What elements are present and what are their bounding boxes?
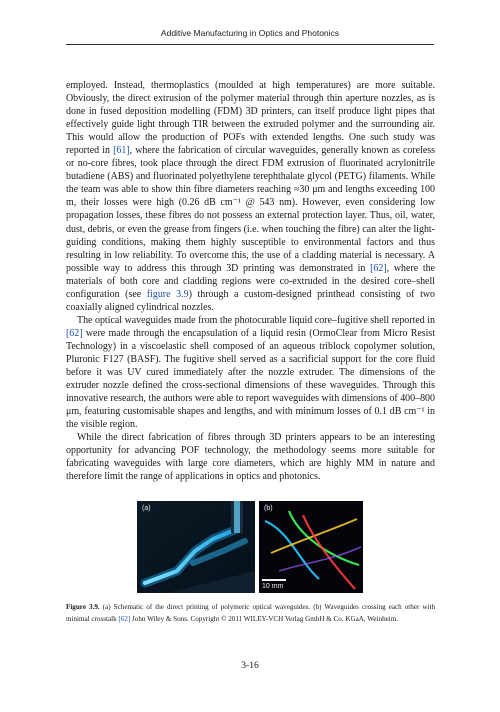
citation-link-61[interactable]: [61]: [113, 145, 130, 157]
paragraph-3: [66, 431, 435, 483]
scale-bar: [262, 579, 286, 581]
page-number: 3-16: [241, 660, 259, 671]
figure-link-3-9[interactable]: figure 3.9: [146, 288, 189, 300]
citation-link-62-second[interactable]: [62]: [66, 327, 83, 339]
paragraph-1-text-4: ) through a custom-designed printhead consisting of two coaxially aligned cylindrical nozzles.: [66, 288, 435, 313]
panel-a-label: (a): [142, 505, 151, 512]
figure-panel-b-image: [259, 501, 363, 593]
paragraph-1: [66, 79, 435, 314]
paragraph-1-text-1: employed. Instead, thermoplastics (moulded at high temperatures) are more suitable. Obviously, the direct extrusion of the polymer material through thin aperture nozzles, as is done in fused deposition modelling (FDM) 3D printers, can itself produce light pipes that effectively guide light through TIR between the extruded polymer and the surrounding air. This would allow the production of POFs with extended lengths. One such study was reported in: [66, 80, 435, 157]
paragraph-1-text-2: , where the fabrication of circular waveguides, generally known as coreless or no-core fibres, took place through the direct FDM extrusion of fluorinated acrylonitrile butadiene (ABS) and fluorinated polyethylene terephthalate glycol (PETG) filaments. While the team was able to show thin fibre diameters reaching ≈30 μm and lengths exceeding 100 m, their losses were high (0.26 dB cm⁻¹ @ 543 nm). However, even considering low propagation losses, these fibres do not possess an external protection layer. Thus, oil, water, dust, debris, or even the grease from fingers (i.e. when touching the fibre) can alter the light-guiding conditions, making them highly susceptible to environmental factors and thus resulting in low reliability. To overcome this, the use of a cladding material is necessary. A possible way to address this through 3D printing was demonstrated in: [66, 145, 435, 274]
citation-link-62[interactable]: [62]: [370, 262, 387, 274]
paragraph-2-text-1: The optical waveguides made from the photocurable liquid core–fugitive shell reported in: [77, 314, 435, 326]
figure-3-9: [137, 501, 363, 593]
waveguide-printing-illustration: [137, 501, 255, 593]
paragraph-2: [66, 314, 435, 431]
body-text: [66, 79, 435, 483]
panel-b-label: (b): [264, 505, 273, 512]
header-divider: [66, 44, 434, 45]
caption-citation-link-62[interactable]: [62]: [118, 615, 131, 624]
scale-bar-label: 10 mm: [262, 583, 284, 590]
running-head: Additive Manufacturing in Optics and Photonics: [160, 28, 340, 38]
paragraph-1-text-3: , where the materials of both core and cladding regions were co-extruded in the desired core–shell configuration (see: [66, 262, 435, 300]
caption-label: Figure 3.9.: [66, 603, 100, 611]
caption-text-2: John Wiley & Sons. Copyright © 2011 WILEY-VCH Verlag GmbH & Co. KGaA, Weinheim.: [130, 615, 399, 624]
caption-text-1: (a) Schematic of the direct printing of polymeric optical waveguides. (b) Waveguides crossing each other with minimal crosstalk: [66, 603, 435, 624]
paragraph-3-text-1: While the direct fabrication of fibres through 3D printers appears to be an interesting opportunity for advancing POF technology, the methodology seems more suitable for fabricating waveguides with large core diameters, which are highly MM in nature and therefore limit the range of applications in optics and photonics.: [66, 432, 435, 483]
figure-caption: [66, 601, 435, 626]
paragraph-2-text-2: were made through the encapsulation of a liquid resin (OrmoClear from Micro Resist Technology) in a viscoelastic shell composed of an aqueous triblock copolymer solution, Pluronic F127 (BASF). The fugitive shell served as a sacrificial support for the core fluid before it was UV cured immediately after the nozzle extruder. The dimensions of the extruder nozzle defined the cross-sectional dimensions of these waveguides. Through this innovative research, the authors were able to report waveguides with dimensions of 400–800 μm, featuring customisable shapes and lengths, and with minimum losses of 0.1 dB cm⁻¹ in the visible region.: [66, 327, 435, 431]
figure-panel-a-image: [137, 501, 255, 593]
